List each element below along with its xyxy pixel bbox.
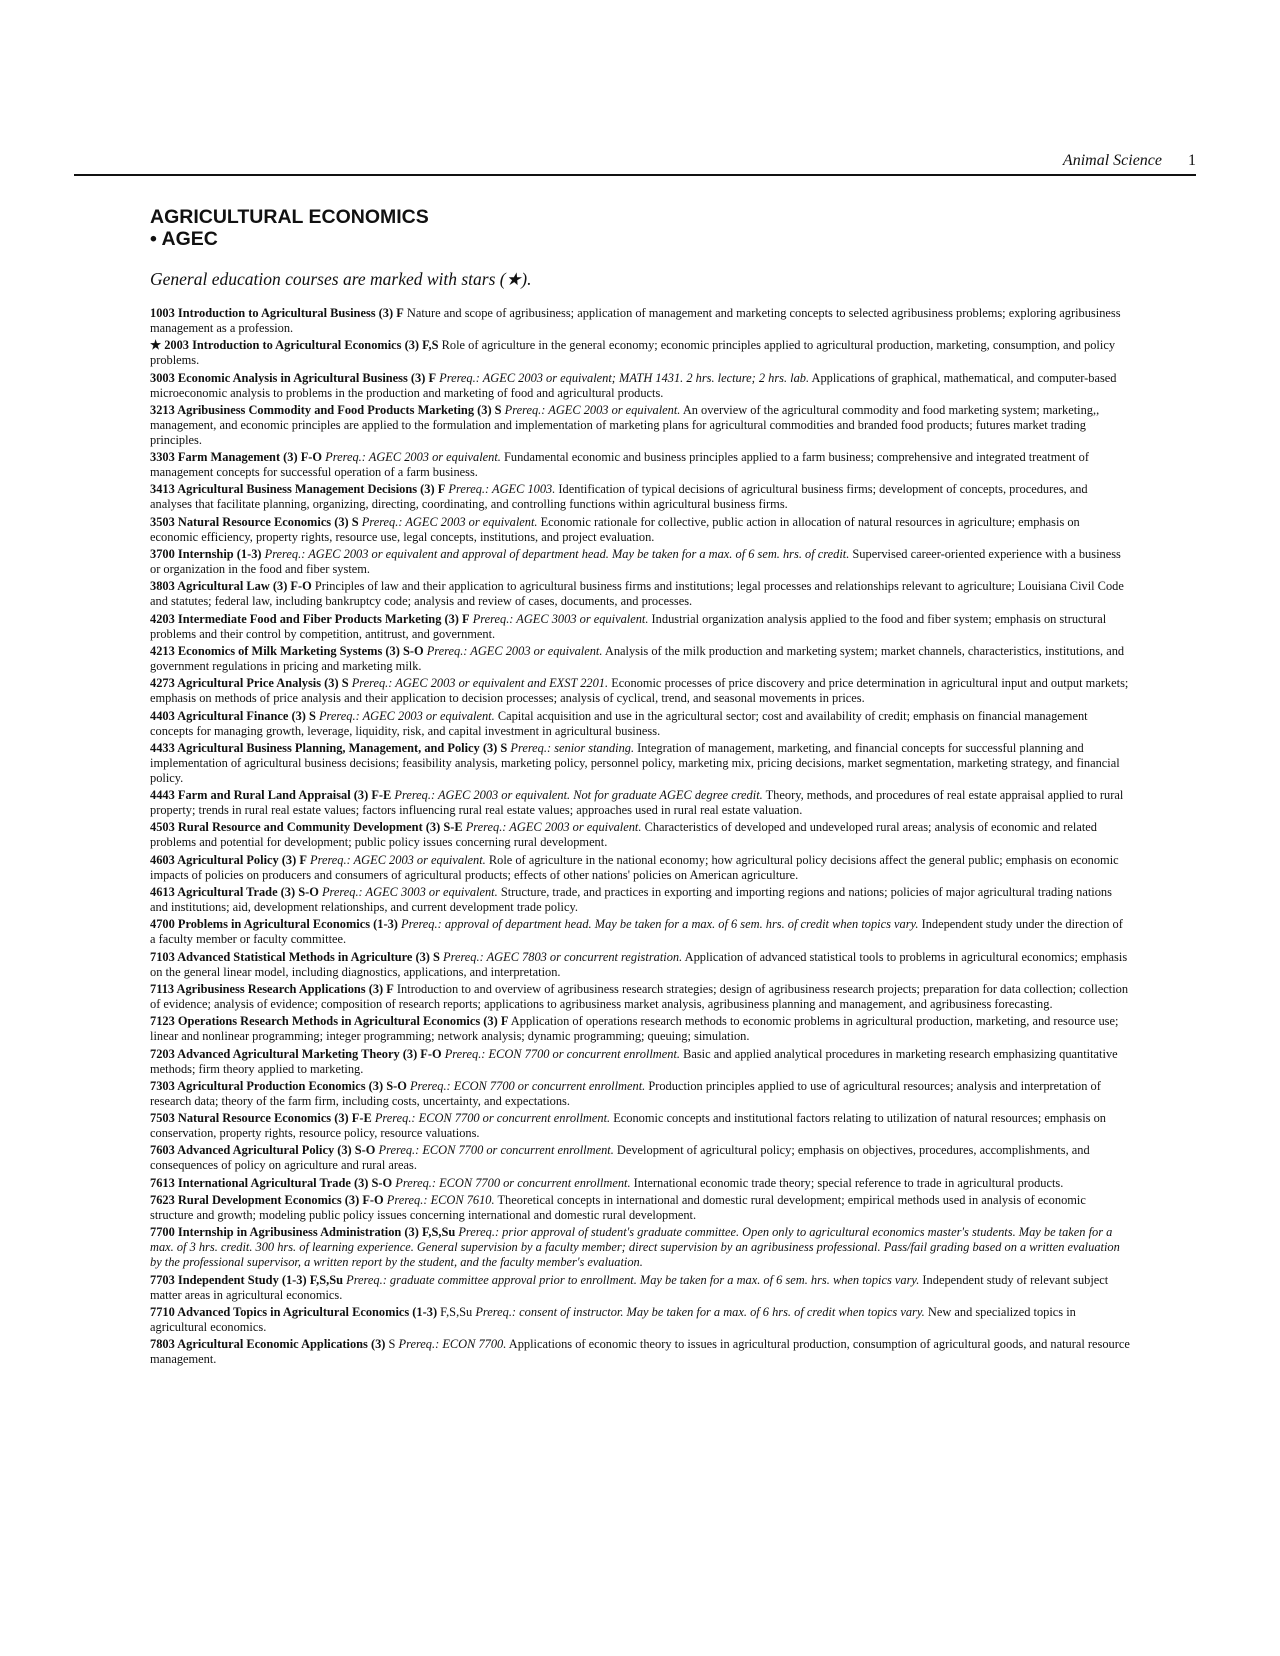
course-prereq: Prereq.: ECON 7700 or concurrent enrollment. [406, 1078, 646, 1093]
course-heading: 3213 Agribusiness Commodity and Food Products Marketing (3) S [150, 402, 502, 417]
course-heading: 4700 Problems in Agricultural Economics (1-3) [150, 917, 398, 932]
course-prereq: Prereq.: ECON 7610. [383, 1193, 495, 1208]
course-entry [150, 1014, 1130, 1044]
gen-ed-note: General education courses are marked with stars (★). [150, 269, 532, 289]
course-heading: 4443 Farm and Rural Land Appraisal (3) F-E [150, 788, 392, 803]
course-entry [150, 450, 1130, 480]
course-heading: 4213 Economics of Milk Marketing Systems (3) S-O [150, 643, 424, 658]
course-heading: 3803 Agricultural Law (3) F-O [150, 579, 312, 594]
course-description: Industrial organization analysis applied to the food and fiber system; emphasis on structural problems and their control by competition, antitrust, and government. [150, 611, 1107, 641]
course-prereq: Prereq.: AGEC 2003 or equivalent and EXST 2201. [348, 676, 609, 691]
course-heading: 1003 Introduction to Agricultural Business (3) F [150, 306, 404, 320]
course-prereq: Prereq.: graduate committee approval prior to enrollment. May be taken for a max. of 6 sem. hrs. when topics vary. [343, 1272, 920, 1287]
course-entry [150, 885, 1130, 915]
course-entry [150, 1079, 1130, 1109]
course-heading: 7203 Advanced Agricultural Marketing Theory (3) F-O [150, 1046, 442, 1061]
course-prereq: Prereq.: AGEC 2003 or equivalent. [462, 820, 642, 835]
course-prereq: Prereq.: senior standing. [507, 740, 635, 755]
course-description: Applications of economic theory to issues in agricultural production, consumption of agricultural goods, and natural resource management. [150, 1337, 1130, 1367]
course-entry [150, 1111, 1130, 1141]
course-entry [150, 644, 1130, 674]
course-description: Application of advanced statistical tools to problems in agricultural economics; emphasis on the general linear model, including diagnostics, applications, and interpretation. [150, 949, 1128, 979]
course-description: Role of agriculture in the general economy; economic principles applied to agricultural production, marketing, consumption, and policy problems. [150, 338, 1116, 368]
course-heading: 3700 Internship (1-3) [150, 547, 262, 562]
course-heading: 4403 Agricultural Finance (3) S [150, 708, 316, 723]
running-head-title: Animal Science [1062, 152, 1162, 169]
course-entry [150, 1273, 1130, 1303]
course-prereq: Prereq.: ECON 7700 or concurrent enrollment. [441, 1046, 680, 1061]
department-title: AGRICULTURAL ECONOMICS [150, 206, 429, 228]
course-description: Theoretical concepts in international and domestic rural development; empirical methods used in analysis of economic structure and growth; modeling public policy issues concerning international and domestic rural development. [150, 1193, 1086, 1223]
course-heading: 7123 Operations Research Methods in Agricultural Economics (3) F [150, 1014, 509, 1029]
course-heading: 3503 Natural Resource Economics (3) S [150, 514, 359, 529]
course-description: Supervised career-oriented experience with a business or organization in the food and fiber system. [150, 547, 1121, 577]
course-prereq: Prereq.: AGEC 2003 or equivalent. [358, 514, 538, 529]
course-entry [150, 371, 1130, 401]
course-description: Applications of graphical, mathematical, and computer-based microeconomic analysis to problems in the production and marketing of food and agricultural products. [150, 370, 1117, 400]
course-entry [150, 482, 1130, 512]
course-prereq: Prereq.: approval of department head. May be taken for a max. of 6 sem. hrs. of credit when topics vary. [397, 917, 919, 932]
course-heading: 2003 Introduction to Agricultural Economics (3) F,S [164, 338, 439, 353]
course-entry [150, 1193, 1130, 1223]
course-description: Role of agriculture in the national economy; how agricultural policy decisions affect the general public; emphasis on economic impacts of policies on producers and consumers of agricultural products; effects of other nations' policies on American agriculture. [150, 852, 1119, 882]
page-content [150, 206, 1130, 1370]
course-prereq: Prereq.: ECON 7700 or concurrent enrollment. [392, 1175, 631, 1190]
course-description: Analysis of the milk production and marketing system; market channels, characteristics, institutions, and government regulations in pricing and marketing milk. [150, 643, 1125, 673]
course-heading: 4503 Rural Resource and Community Development (3) S-E [150, 820, 463, 835]
course-description: Economic processes of price discovery and price determination in agricultural input and output markets; emphasis on methods of price analysis and their application to decision processes; analysis of cyclical, trend, and seasonal movements in prices. [150, 676, 1129, 706]
course-prereq: Prereq.: AGEC 2003 or equivalent. [322, 450, 501, 465]
course-description: Nature and scope of agribusiness; application of management and marketing concepts to selected agribusiness problems; exploring agribusiness management as a profession. [150, 306, 1121, 335]
course-prereq: Prereq.: ECON 7700 or concurrent enrollment. [375, 1143, 614, 1158]
course-prereq: Prereq.: AGEC 2003 or equivalent and approval of department head. May be taken for a max. of 6 sem. hrs. of credit. [261, 547, 850, 562]
course-heading: 4613 Agricultural Trade (3) S-O [150, 885, 319, 900]
course-entry [150, 788, 1130, 818]
page-number: 1 [1188, 152, 1196, 169]
course-entry [150, 982, 1130, 1012]
course-entry [150, 1176, 1130, 1191]
course-heading: 3303 Farm Management (3) F-O [150, 450, 323, 465]
course-prereq: Prereq.: ECON 7700. [395, 1337, 507, 1352]
course-entry [150, 676, 1130, 706]
course-prereq: Prereq.: AGEC 2003 or equivalent. Not for graduate AGEC degree credit. [391, 788, 763, 803]
course-entry [150, 709, 1130, 739]
course-entry [150, 515, 1130, 545]
course-entry [150, 820, 1130, 850]
course-description: Capital acquisition and use in the agricultural sector; cost and availability of credit; emphasis on financial management concepts for managing growth, leverage, liquidity, risk, and capital investment in agricultural business. [150, 708, 1088, 738]
course-prereq: Prereq.: AGEC 7803 or concurrent registration. [439, 949, 683, 964]
course-description: Structure, trade, and practices in exporting and importing regions and nations; policies of major agricultural trading nations and institutions; aid, development relationships, and current development trade policy. [150, 885, 1112, 915]
course-description: Application of operations research methods to economic problems in agricultural production, marketing, and resource use; linear and nonlinear programming; integer programming; network analysis; dynamic programming; queuing; simulation. [150, 1014, 1119, 1044]
course-entry [150, 741, 1130, 786]
running-head [74, 150, 1196, 176]
course-prereq: Prereq.: prior approval of student's graduate committee. Open only to agricultural economics master's students. May be taken for a max. of 3 hrs. credit. 300 hrs. of learning experience. General supervision by a faculty member; direct supervision by an agribusiness professional. Pass/fail grading based on a written evaluation by the professional supervisor, a written report by the student, and the faculty member's evaluation. [150, 1225, 1120, 1270]
course-entry [150, 1305, 1130, 1335]
course-description: Introduction to and overview of agribusiness research strategies; design of agribusiness research projects; preparation for data collection; collection of evidence; analysis of evidence; composition of research reports; applications to agribusiness market analysis, agribusiness planning and management, and agribusiness forecasting. [150, 981, 1129, 1011]
course-description: Theory, methods, and procedures of real estate appraisal applied to rural property; trends in rural real estate values; factors influencing rural real estate values; approaches used in rural real estate valuation. [150, 788, 1124, 818]
course-description: Economic rationale for collective, public action in allocation of natural resources in agriculture; emphasis on economic efficiency, property rights, resource use, legal concepts, institutions, and project evaluation. [150, 514, 1080, 544]
course-description: Basic and applied analytical procedures in marketing research emphasizing quantitative methods; firm theory applied to marketing. [150, 1046, 1118, 1076]
course-heading: 4603 Agricultural Policy (3) F [150, 852, 307, 867]
course-entry [150, 1047, 1130, 1077]
course-entry [150, 547, 1130, 577]
course-heading: 7703 Independent Study (1-3) F,S,Su [150, 1272, 344, 1287]
course-entry [150, 853, 1130, 883]
course-heading: 4203 Intermediate Food and Fiber Products Marketing (3) F [150, 611, 470, 626]
course-description: International economic trade theory; special reference to trade in agricultural products. [630, 1175, 1064, 1190]
course-description: Fundamental economic and business principles applied to a farm business; comprehensive and integrated treatment of management concepts for successful operation of a farm business. [150, 450, 1089, 480]
course-entry [150, 1337, 1130, 1367]
course-heading: 3003 Economic Analysis in Agricultural Business (3) F [150, 370, 437, 385]
course-entry [150, 579, 1130, 609]
course-entry [150, 950, 1130, 980]
course-heading: 7503 Natural Resource Economics (3) F-E [150, 1111, 372, 1126]
course-terms: F,S,Su [437, 1304, 473, 1319]
course-entry [150, 306, 1130, 336]
course-heading: 7303 Agricultural Production Economics (3) S-O [150, 1078, 407, 1093]
course-entry [150, 1225, 1130, 1270]
course-heading: 7603 Advanced Agricultural Policy (3) S-O [150, 1143, 376, 1158]
course-entry [150, 917, 1130, 947]
course-prereq: Prereq.: ECON 7700 or concurrent enrollment. [371, 1111, 611, 1126]
course-heading: 3413 Agricultural Business Management Decisions (3) F [150, 482, 446, 497]
course-prereq: Prereq.: AGEC 3003 or equivalent. [469, 611, 649, 626]
course-description: Independent study of relevant subject matter areas in agricultural economics. [150, 1272, 1109, 1302]
course-prereq: Prereq.: AGEC 2003 or equivalent. [315, 708, 495, 723]
course-heading: 4273 Agricultural Price Analysis (3) S [150, 676, 349, 691]
course-prereq: Prereq.: AGEC 2003 or equivalent. [306, 852, 486, 867]
course-entry [150, 338, 1130, 368]
course-heading: 4433 Agricultural Business Planning, Management, and Policy (3) S [150, 740, 508, 755]
course-description: Economic concepts and institutional factors relating to utilization of natural resources; emphasis on conservation, property rights, resource policy, resource valuations. [150, 1111, 1106, 1141]
course-prereq: Prereq.: AGEC 2003 or equivalent. [501, 402, 681, 417]
gen-ed-star-icon: ★ [150, 338, 165, 353]
course-heading: 7803 Agricultural Economic Applications (3) [150, 1337, 386, 1352]
course-prereq: Prereq.: AGEC 1003. [445, 482, 556, 497]
course-entry [150, 403, 1130, 448]
course-description: An overview of the agricultural commodity and food marketing system; marketing,, management, and economic principles are applied to the formulation and implementation of marketing plans for agricultural commodities and branded food products; futures market trading principles. [150, 402, 1100, 447]
course-description: New and specialized topics in agricultural economics. [150, 1304, 1076, 1334]
course-heading: 7700 Internship in Agribusiness Administration (3) F,S,Su [150, 1225, 456, 1240]
course-heading: 7113 Agribusiness Research Applications (3) F [150, 981, 394, 996]
course-prereq: Prereq.: AGEC 2003 or equivalent; MATH 1431. 2 hrs. lecture; 2 hrs. lab. [436, 370, 810, 385]
course-entry [150, 1143, 1130, 1173]
course-description: Principles of law and their application to agricultural business firms and institutions; legal processes and relationships relevant to agriculture; Louisiana Civil Code and statutes; federal law, including bankruptcy code; analysis and review of cases, documents, and processes. [150, 579, 1124, 609]
course-heading: 7623 Rural Development Economics (3) F-O [150, 1193, 384, 1208]
course-description: Independent study under the direction of a faculty member or faculty committee. [150, 917, 1123, 947]
course-prereq: Prereq.: consent of instructor. May be taken for a max. of 6 hrs. of credit when topics vary. [472, 1304, 925, 1319]
course-heading: 7613 International Agricultural Trade (3) S-O [150, 1175, 393, 1190]
course-heading: 7103 Advanced Statistical Methods in Agriculture (3) S [150, 949, 440, 964]
course-entry [150, 612, 1130, 642]
course-heading: 7710 Advanced Topics in Agricultural Economics (1-3) [150, 1304, 438, 1319]
department-code: • AGEC [150, 228, 218, 250]
course-description: Production principles applied to use of agricultural resources; analysis and interpretation of research data; theory of the farm firm, including costs, uncertainty, and expectations. [150, 1078, 1101, 1108]
course-list [150, 306, 1130, 1367]
course-description: Integration of management, marketing, and financial concepts for successful planning and implementation of agricultural business decisions; feasibility analysis, marketing policy, personnel policy, marketing mix, pricing decisions, market segmentation, marketing strategy, and financial policy. [150, 740, 1120, 785]
course-prereq: Prereq.: AGEC 3003 or equivalent. [318, 885, 498, 900]
course-prereq: Prereq.: AGEC 2003 or equivalent. [423, 643, 603, 658]
course-description: Characteristics of developed and undeveloped rural areas; analysis of economic and related problems and potential for development; public policy issues concerning rural development. [150, 820, 1097, 850]
course-terms: S [385, 1337, 396, 1352]
course-description: Identification of typical decisions of agricultural business firms; development of concepts, procedures, and analyses that facilitate planning, organizing, directing, coordinating, and controlling functions within agricultural business firms. [150, 482, 1088, 512]
course-description: Development of agricultural policy; emphasis on objectives, procedures, accomplishments, and consequences of policy on agriculture and rural areas. [150, 1143, 1090, 1173]
